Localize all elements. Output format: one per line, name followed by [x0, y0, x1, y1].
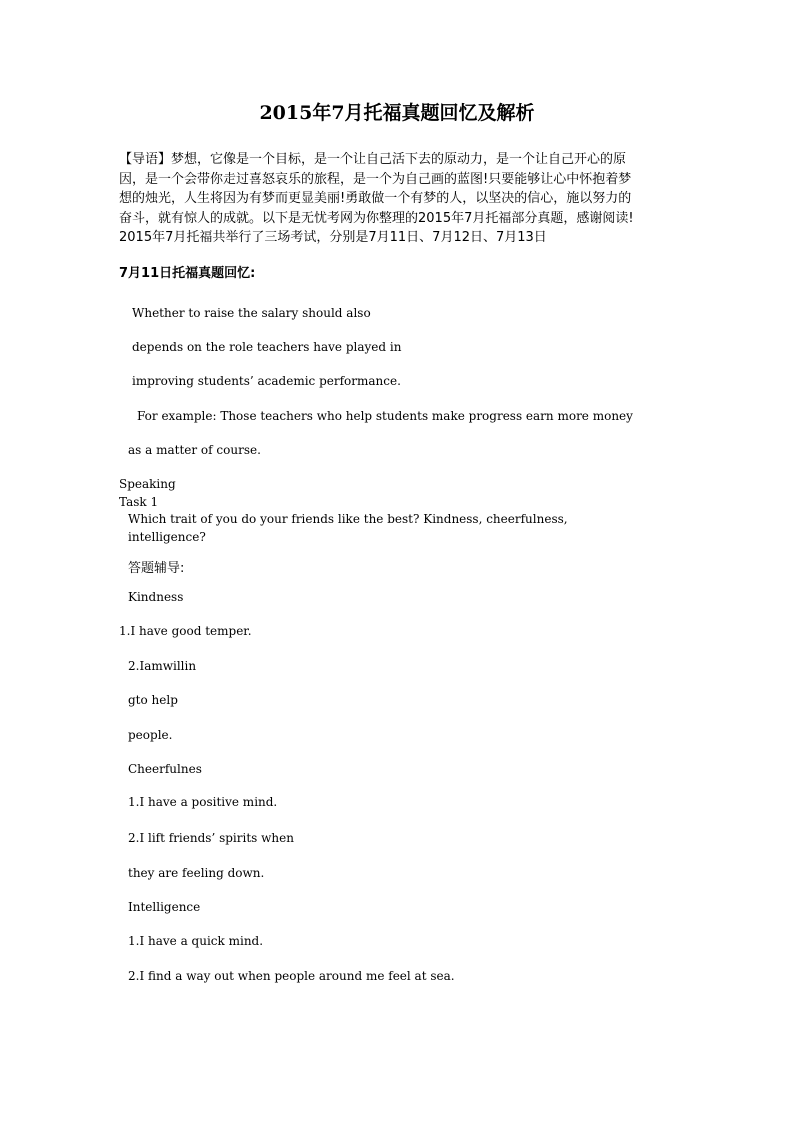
speaking-label: Speaking	[119, 477, 176, 491]
answer-line: 2.I lift friends’ spirits when	[128, 831, 294, 845]
intro-line: 因，是一个会带你走过喜怒哀乐的旅程，是一个为自己画的蓝图!只要能够让心中怀抱着梦	[119, 171, 632, 187]
answer-line: Intelligence	[128, 900, 201, 914]
intro-line: 奋斗，就有惊人的成就。以下是无忧考网为你整理的2015年7月托福部分真题，感谢阅读!	[119, 210, 634, 226]
answer-line: 1.I have a positive mind.	[128, 795, 278, 809]
writing-line: Whether to raise the salary should also	[132, 306, 371, 320]
answer-line: Cheerfulnes	[128, 762, 202, 776]
intro-line: 2015年7月托福共举行了三场考试，分别是7月11日、7月12日、7月13日	[119, 230, 547, 245]
answer-line: Kindness	[128, 590, 184, 604]
task-label: Task 1	[119, 495, 159, 509]
writing-line: as a matter of course.	[128, 443, 261, 457]
writing-line: For example: Those teachers who help students make progress earn more money	[137, 409, 633, 423]
answer-line: they are feeling down.	[128, 866, 265, 880]
answer-line: 2.I find a way out when people around me feel at sea.	[128, 969, 455, 983]
guide-label: 答题辅导:	[128, 561, 185, 576]
answer-line: 2.Iamwillin	[128, 659, 197, 673]
answer-line: gto help	[128, 693, 178, 707]
writing-line: improving students’ academic performance.	[132, 374, 401, 388]
section-heading: 7月11日托福真题回忆:	[119, 266, 256, 281]
answer-line: people.	[128, 728, 173, 742]
intro-line: 【导语】梦想，它像是一个目标，是一个让自己活下去的原动力，是一个让自己开心的原	[119, 152, 627, 167]
answer-line: 1.I have a quick mind.	[128, 934, 264, 948]
question-line: Which trait of you do your friends like the best? Kindness, cheerfulness,	[128, 512, 568, 526]
intro-paragraph	[119, 150, 679, 248]
intro-line: 想的烛光，人生将因为有梦而更显美丽!勇敢做一个有梦的人，以坚决的信心，施以努力的	[119, 191, 632, 206]
writing-line: depends on the role teachers have played in	[132, 340, 402, 354]
answer-line: 1.I have good temper.	[119, 624, 252, 638]
question-line: intelligence?	[128, 530, 206, 544]
page-title: 2015年7月托福真题回忆及解析	[259, 102, 535, 124]
